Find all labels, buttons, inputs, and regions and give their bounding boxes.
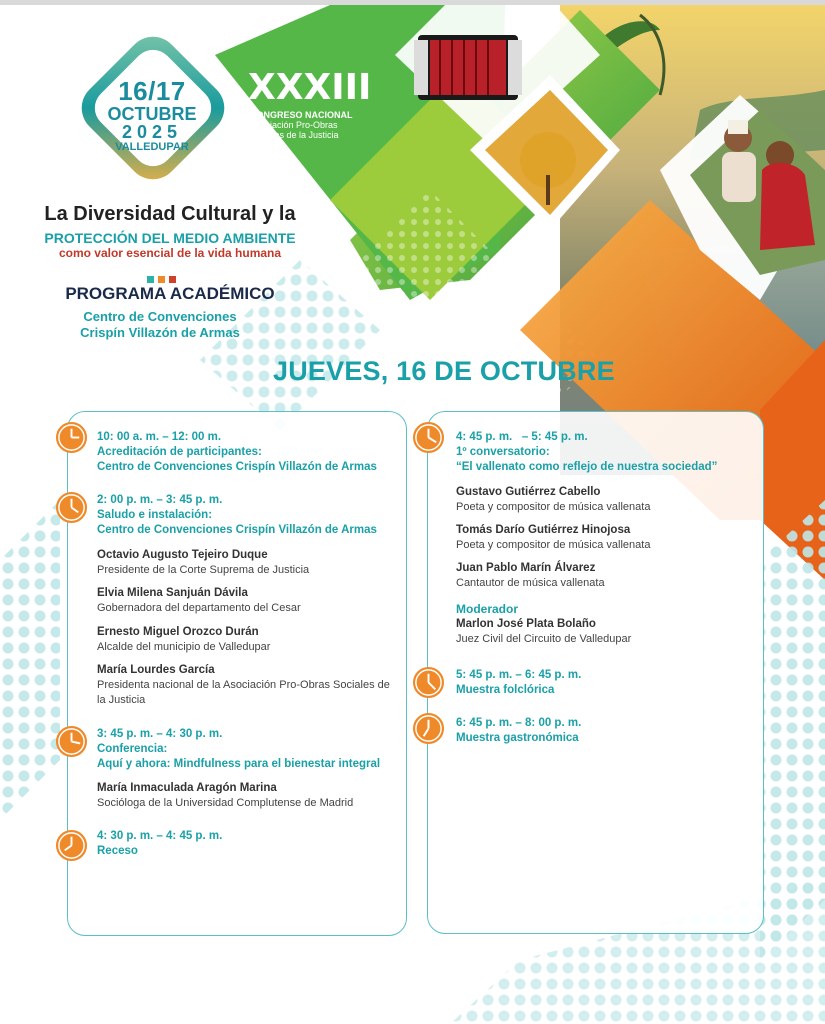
congress-org-line2: Sociales de la Justicia <box>250 130 339 140</box>
session-conversation <box>456 430 756 475</box>
session-title: Muestra gastronómica <box>456 732 579 744</box>
session-title: 1º conversatorio: <box>456 446 550 458</box>
clock-icon <box>55 829 88 862</box>
speaker <box>97 625 397 655</box>
speaker <box>97 586 397 616</box>
session-title: Muestra folclórica <box>456 684 555 696</box>
session-title: Receso <box>97 845 138 857</box>
session-subtitle: Centro de Convenciones Crispín Villazón de Armas <box>97 524 377 536</box>
speaker-name: Gustavo Gutiérrez Cabello <box>456 486 601 498</box>
date-city: VALLEDUPAR <box>115 141 189 153</box>
clock-icon <box>55 421 88 454</box>
session-time: 10: 00 a. m. – 12: 00 m. <box>97 431 222 443</box>
clock-icon <box>55 725 88 758</box>
session-subtitle: “El vallenato como reflejo de nuestra sociedad” <box>456 461 718 473</box>
accordion-image <box>414 35 522 100</box>
session-conference <box>97 727 397 772</box>
main-subtitle: PROTECCIÓN DEL MEDIO AMBIENTE <box>44 230 296 246</box>
day-heading: JUEVES, 16 DE OCTUBRE <box>273 356 615 386</box>
date-year: 2025 <box>121 122 183 142</box>
speaker <box>97 663 397 708</box>
speaker <box>456 485 756 515</box>
speaker-role: Poeta y compositor de música vallenata <box>456 501 651 513</box>
moderator <box>456 602 756 647</box>
edition-number: XXXIII <box>248 67 372 108</box>
speaker-role: Poeta y compositor de música vallenata <box>456 539 651 551</box>
session-time: 2: 00 p. m. – 3: 45 p. m. <box>97 494 223 506</box>
speaker-role-line2: la Justicia <box>97 694 146 706</box>
session-time: 4: 30 p. m. – 4: 45 p. m. <box>97 830 223 842</box>
clock-icon <box>412 421 445 454</box>
speaker <box>456 523 756 553</box>
speaker-role: Gobernadora del departamento del Cesar <box>97 602 301 614</box>
speaker-name: María Lourdes García <box>97 664 215 676</box>
speaker-name: Elvia Milena Sanjuán Dávila <box>97 587 248 599</box>
clock-icon <box>412 712 445 745</box>
speaker-role-line1: Presidenta nacional de la Asociación Pro-Obras Sociales de <box>97 679 390 691</box>
congress-title: CONGRESO NACIONAL <box>250 110 353 120</box>
speaker <box>456 561 756 591</box>
congress-org-line1: Asociación Pro-Obras <box>250 120 338 130</box>
main-title: La Diversidad Cultural y la <box>44 203 296 225</box>
session-break <box>97 829 397 859</box>
moderator-name: Marlon José Plata Bolaño <box>456 618 596 630</box>
speaker-name: Ernesto Miguel Orozco Durán <box>97 626 259 638</box>
program-heading: PROGRAMA ACADÉMICO <box>65 284 275 303</box>
session-title: Saludo e instalación: <box>97 509 213 521</box>
session-accreditation <box>97 430 397 475</box>
session-time: 3: 45 p. m. – 4: 30 p. m. <box>97 728 223 740</box>
venue <box>0 309 320 341</box>
session-subtitle: Centro de Convenciones Crispín Villazón de Armas <box>97 461 377 473</box>
clock-icon <box>412 666 445 699</box>
speaker-role: Cantautor de música vallenata <box>456 577 605 589</box>
speaker <box>97 781 397 811</box>
date-badge <box>72 28 232 188</box>
date-days: 16/17 <box>118 76 186 106</box>
moderator-label: Moderador <box>456 602 519 616</box>
moderator-role: Juez Civil del Circuito de Valledupar <box>456 633 632 645</box>
speaker-name: Tomás Darío Gutiérrez Hinojosa <box>456 524 631 536</box>
speaker-role: Presidente de la Corte Suprema de Justicia <box>97 564 310 576</box>
congress-label <box>250 110 353 140</box>
tagline: como valor esencial de la vida humana <box>58 246 282 260</box>
speaker-role: Alcalde del municipio de Valledupar <box>97 641 271 653</box>
session-title: Acreditación de participantes: <box>97 446 262 458</box>
session-folk-show <box>456 668 756 698</box>
session-time: 4: 45 p. m. – 5: 45 p. m. <box>456 431 588 443</box>
session-time: 6: 45 p. m. – 8: 00 p. m. <box>456 717 582 729</box>
session-title: Conferencia: <box>97 743 168 755</box>
session-subtitle: Aquí y ahora: Mindfulness para el bienestar integral <box>97 758 381 770</box>
speaker-name: María Inmaculada Aragón Marina <box>97 782 277 794</box>
session-opening <box>97 493 397 538</box>
date-month: OCTUBRE <box>107 104 197 124</box>
venue-line2: Crispín Villazón de Armas <box>80 325 240 340</box>
session-gastronomy <box>456 716 756 746</box>
speaker-name: Octavio Augusto Tejeiro Duque <box>97 549 268 561</box>
session-time: 5: 45 p. m. – 6: 45 p. m. <box>456 669 582 681</box>
venue-line1: Centro de Convenciones <box>83 309 237 324</box>
clock-icon <box>55 491 88 524</box>
speaker-name: Juan Pablo Marín Álvarez <box>456 562 596 574</box>
speaker-role: Socióloga de la Universidad Complutense de Madrid <box>97 797 354 809</box>
speaker <box>97 548 397 578</box>
